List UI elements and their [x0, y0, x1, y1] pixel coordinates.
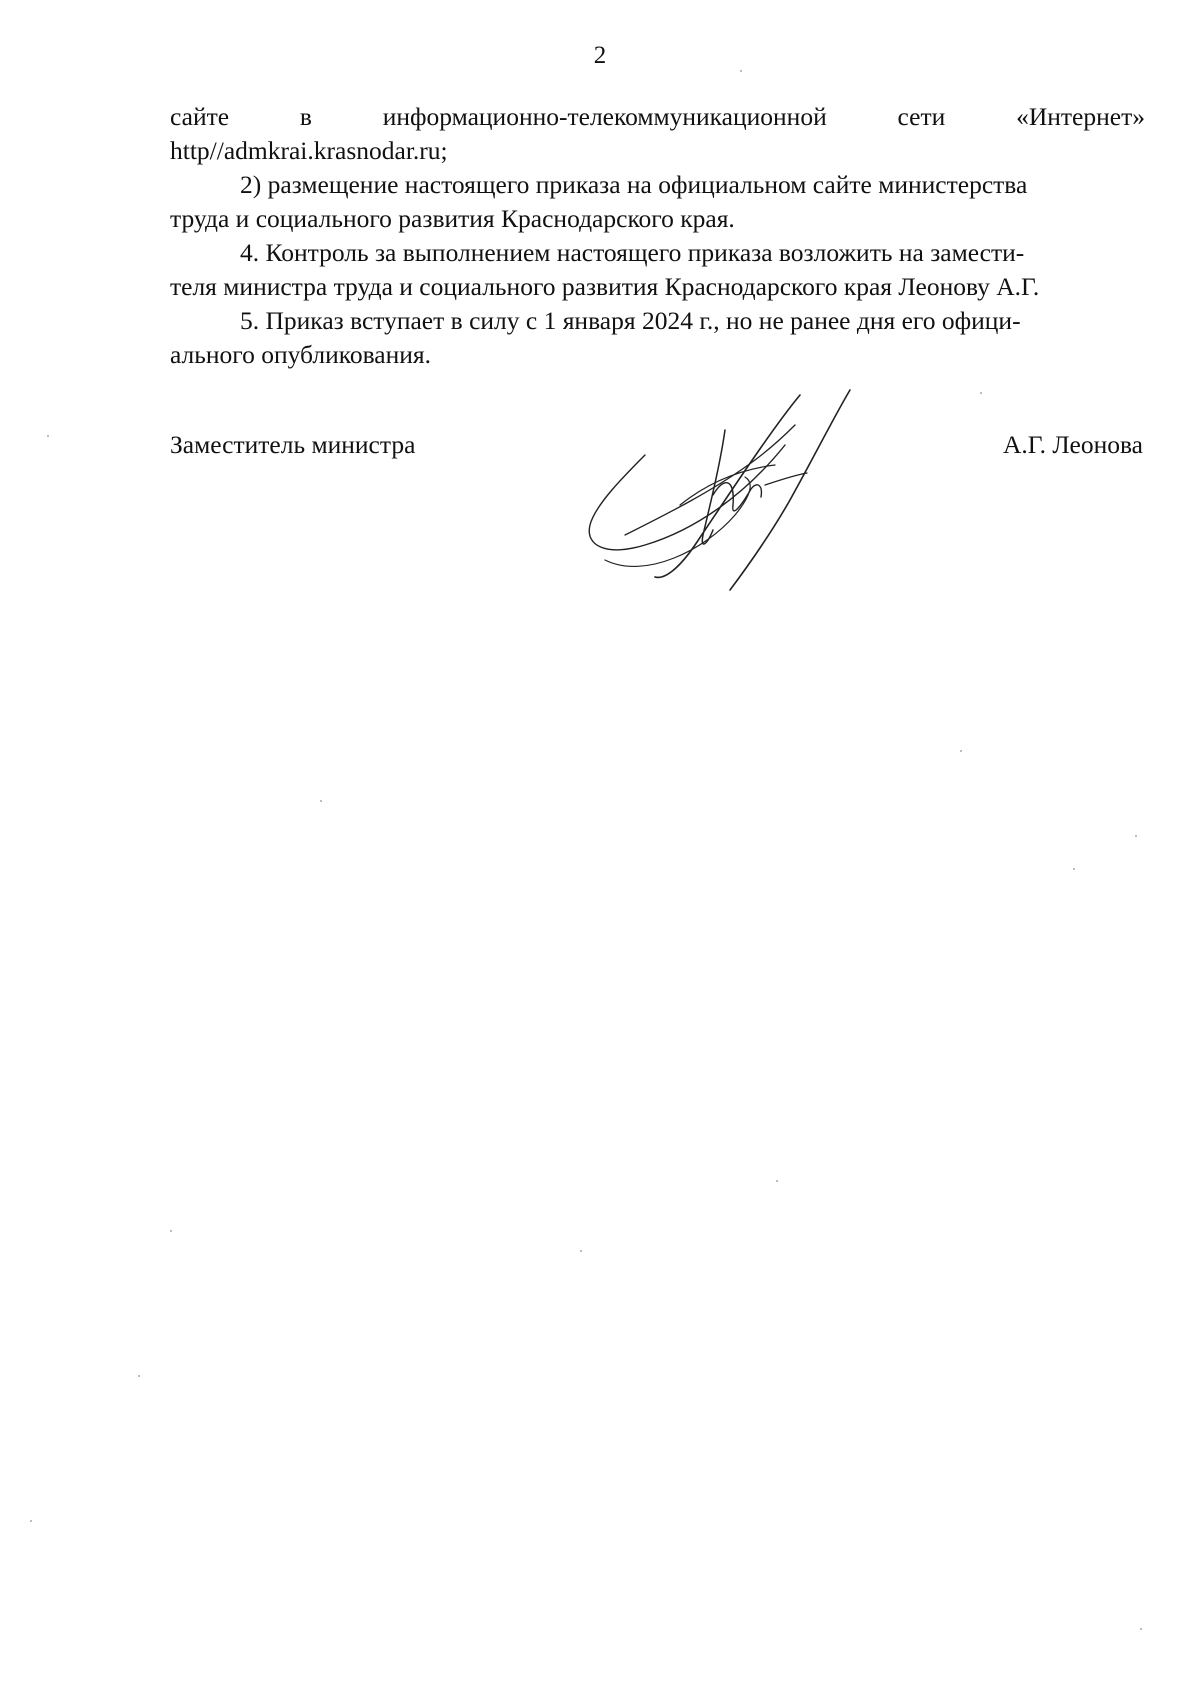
word: информационно-телекоммуникационной: [382, 102, 827, 131]
page-number: 2: [593, 42, 607, 69]
item-2-line-2: труда и социального развития Краснодарского края.: [170, 204, 735, 233]
word: сайте: [170, 102, 230, 131]
word: сети: [897, 102, 946, 131]
item-4-line-1: 4. Контроль за выполнением настоящего приказа возложить на замести-: [240, 238, 1025, 267]
word: «Интернет»: [1016, 102, 1145, 131]
document-body: [170, 100, 1145, 372]
item-5-line-1: 5. Приказ вступает в силу с 1 января 2024 г., но не ранее дня его офици-: [240, 306, 1021, 335]
word: в: [299, 102, 312, 131]
item-5-line-2: ального опубликования.: [170, 340, 432, 369]
url-line: http//admkrai.krasnodar.ru;: [170, 136, 448, 165]
item-2-line-1: 2) размещение настоящего приказа на официальном сайте министерства: [240, 170, 1028, 199]
signatory-title: Заместитель министра: [170, 430, 416, 459]
continuation-line: [170, 100, 1145, 134]
handwritten-signature: [585, 385, 895, 595]
item-4-line-2: теля министра труда и социального развития Краснодарского края Леонову А.Г.: [170, 272, 1040, 301]
signatory-name: А.Г. Леонова: [1002, 430, 1143, 459]
